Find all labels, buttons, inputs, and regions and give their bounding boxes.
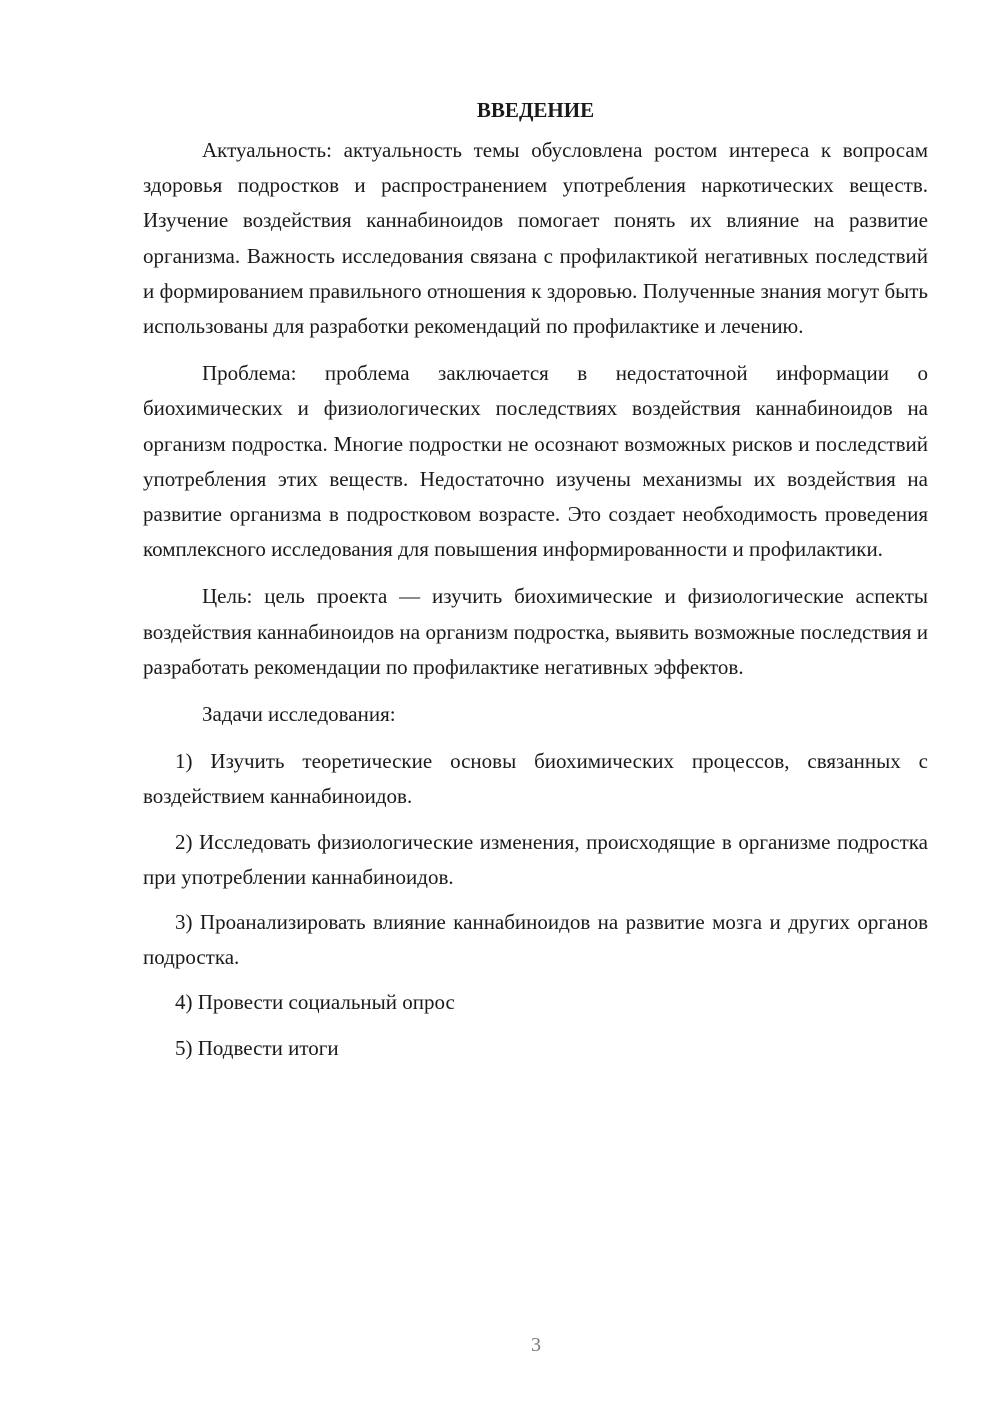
paragraph-problem: Проблема: проблема заключается в недостаточной информации о биохимических и физиологических последствиях воздействия каннабиноидов на организм подростка. Многие подростки не осознают возможных рисков и последствий употребления этих веществ. Недостаточно изучены механизмы их воздействия на развитие организма в подростковом возрасте. Это создает необходимость проведения комплексного исследования для повышения информированности и профилактики. (143, 361, 928, 562)
task-item-2: 2) Исследовать физиологические изменения, происходящие в организме подростка при употреблении каннабиноидов. (143, 829, 928, 889)
task-item-4: 4) Провести социальный опрос (175, 990, 455, 1015)
paragraph-goal: Цель: цель проекта — изучить биохимические и физиологические аспекты воздействия каннабиноидов на организм подростка, выявить возможные последствия и разработать рекомендации по профилактике негативных эффектов. (143, 584, 928, 679)
section-heading: ВВЕДЕНИЕ (476, 98, 595, 122)
task-item-3: 3) Проанализировать влияние каннабиноидов на развитие мозга и других органов подростка. (143, 910, 928, 970)
page-content (143, 92, 928, 1076)
task-item-5: 5) Подвести итоги (175, 1035, 339, 1060)
task-item-1: 1) Изучить теоретические основы биохимических процессов, связанных с воздействием каннабиноидов. (143, 749, 928, 809)
page-number: 3 (531, 1334, 541, 1356)
paragraph-relevance: Актуальность: актуальность темы обусловлена ростом интереса к вопросам здоровья подростков и распространением употребления наркотических веществ. Изучение воздействия каннабиноидов помогает понять их влияние на развитие организма. Важность исследования связана с профилактикой негативных последствий и формированием правильного отношения к здоровью. Полученные знания могут быть использованы для разработки рекомендаций по профилактике и лечению. (143, 138, 928, 339)
paragraph-tasks-intro: Задачи исследования: (202, 702, 396, 727)
